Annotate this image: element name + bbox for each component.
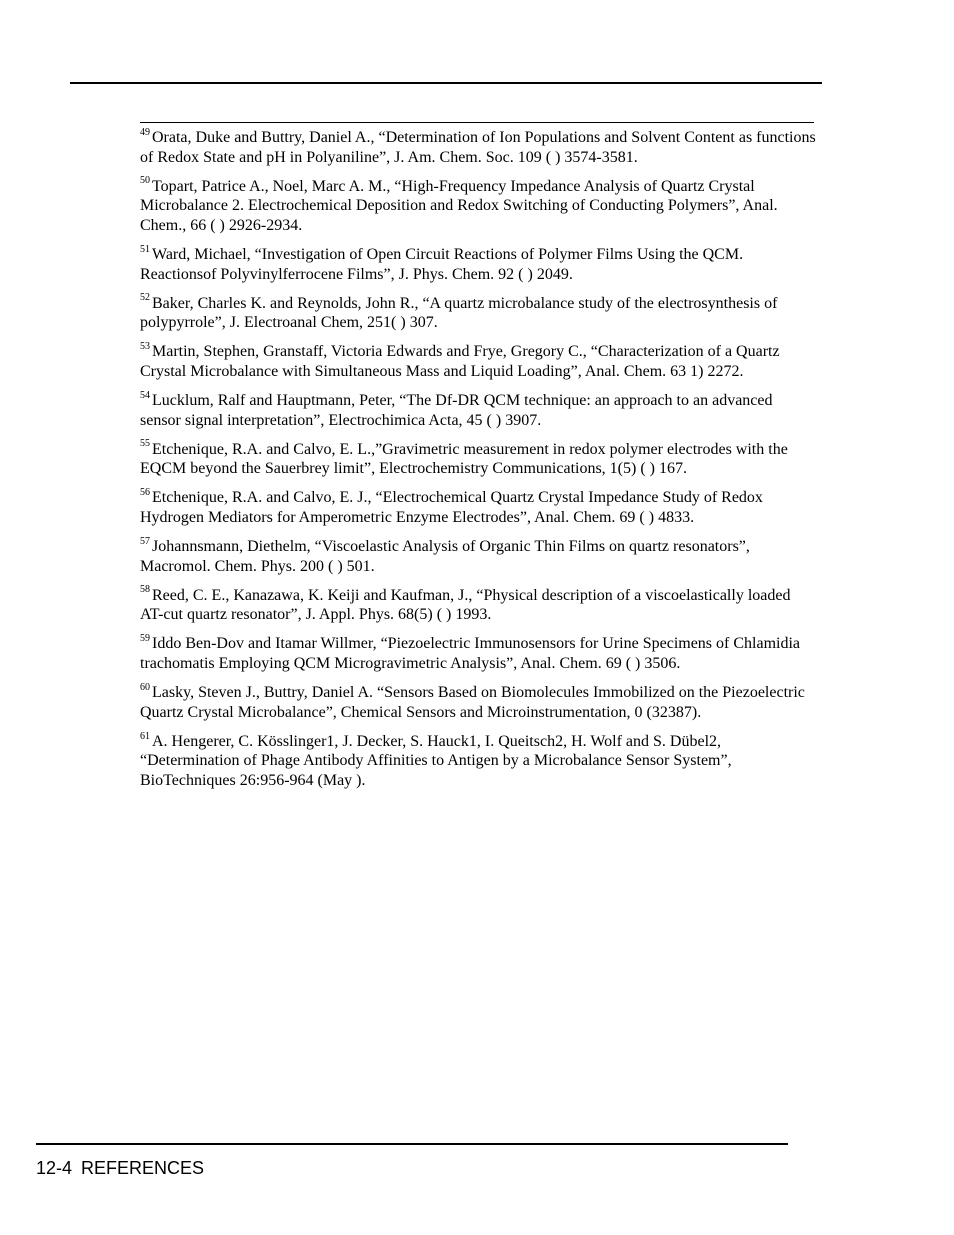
footnote-text: Baker, Charles K. and Reynolds, John R., “A quartz microbalance study of the electrosynthesis of polypyrrole”, J. Electroanal Chem, 251( ) 307.: [140, 294, 778, 332]
footnote: [140, 177, 816, 236]
footnote: [140, 586, 816, 625]
footnote: [140, 440, 816, 479]
footnote-text: Etchenique, R.A. and Calvo, E. L.,”Gravimetric measurement in redox polymer electrodes with the EQCM beyond the Sauerbrey limit”, Electrochemistry Communications, 1(5) ( ) 167.: [140, 440, 788, 478]
footnote-number: 58: [140, 584, 150, 596]
footnote: [140, 683, 816, 722]
page-number: 12-4: [36, 1158, 73, 1178]
footnote-list: [140, 128, 816, 800]
footnote: [140, 537, 816, 576]
footnote-text: Etchenique, R.A. and Calvo, E. J., “Electrochemical Quartz Crystal Impedance Study of Redox Hydrogen Mediators for Amperometric Enzyme Electrodes”, Anal. Chem. 69 ( ) 4833.: [140, 489, 763, 526]
footnote: [140, 634, 816, 673]
footnote-text: Topart, Patrice A., Noel, Marc A. M., “High-Frequency Impedance Analysis of Quartz Crystal Microbalance 2. Electrochemical Deposition and Redox Switching of Conducting Polymers”, Anal. Chem., 66 ( ) 2926-2934.: [140, 177, 778, 234]
footnote-number: 61: [140, 730, 150, 742]
footnote-number: 49: [140, 126, 150, 138]
footnote: [140, 391, 816, 430]
footnote-number: 53: [140, 341, 150, 353]
footnote-number: 56: [140, 487, 150, 499]
footnote-number: 59: [140, 633, 150, 645]
footnote-separator: [140, 122, 814, 123]
footnote: [140, 732, 816, 791]
footnote-number: 60: [140, 681, 150, 693]
footer-rule: [36, 1143, 788, 1145]
page-footer: [36, 1157, 204, 1179]
footnote-text: Johannsmann, Diethelm, “Viscoelastic Analysis of Organic Thin Films on quartz resonators”, Macromol. Chem. Phys. 200 ( ) 501.: [140, 538, 750, 575]
header-rule: [70, 82, 822, 84]
footnote-number: 51: [140, 243, 150, 255]
footnote: [140, 245, 816, 284]
footnote-text: Ward, Michael, “Investigation of Open Circuit Reactions of Polymer Films Using the QCM. Reactionsof Polyvinylferrocene Films”, J. Phys. Chem. 92 ( ) 2049.: [140, 245, 744, 283]
section-title: REFERENCES: [81, 1158, 205, 1178]
footnote-text: Iddo Ben-Dov and Itamar Willmer, “Piezoelectric Immunosensors for Urine Specimens of Chlamidia trachomatis Employing QCM Microgravimetric Analysis”, Anal. Chem. 69 ( ) 3506.: [140, 635, 801, 673]
footnote-text: Orata, Duke and Buttry, Daniel A., “Determination of Ion Populations and Solvent Content as functions of Redox State and pH in Polyaniline”, J. Am. Chem. Soc. 109 ( ) 3574-3581.: [140, 129, 816, 166]
footnote-number: 54: [140, 389, 150, 401]
footnote: [140, 342, 816, 381]
footnote: [140, 294, 816, 333]
footnote-number: 50: [140, 175, 150, 187]
footnote-text: A. Hengerer, C. Kösslinger1, J. Decker, S. Hauck1, I. Queitsch2, H. Wolf and S. Dübel2, “Determination of Phage Antibody Affinities to Antigen by a Microbalance Sensor System”, BioTechniques 26:956-964 (May ).: [140, 732, 732, 790]
footnote-number: 55: [140, 438, 150, 450]
footnote-number: 52: [140, 292, 150, 304]
footnote-text: Martin, Stephen, Granstaff, Victoria Edwards and Frye, Gregory C., “Characterization of a Quartz Crystal Microbalance with Simultaneous Mass and Liquid Loading”, Anal. Chem. 63 1) 2272.: [140, 343, 780, 380]
footnote: [140, 488, 816, 527]
footnote-number: 57: [140, 535, 150, 547]
footnote-text: Lasky, Steven J., Buttry, Daniel A. “Sensors Based on Biomolecules Immobilized on the Piezoelectric Quartz Crystal Microbalance”, Chemical Sensors and Microinstrumentation, 0 (32387).: [140, 684, 805, 721]
footnote-text: Reed, C. E., Kanazawa, K. Keiji and Kaufman, J., “Physical description of a viscoelastically loaded AT-cut quartz resonator”, J. Appl. Phys. 68(5) ( ) 1993.: [140, 586, 791, 624]
footnote: [140, 128, 816, 167]
footnote-text: Lucklum, Ralf and Hauptmann, Peter, “The Df-DR QCM technique: an approach to an advanced sensor signal interpretation”, Electrochimica Acta, 45 ( ) 3907.: [140, 392, 773, 429]
